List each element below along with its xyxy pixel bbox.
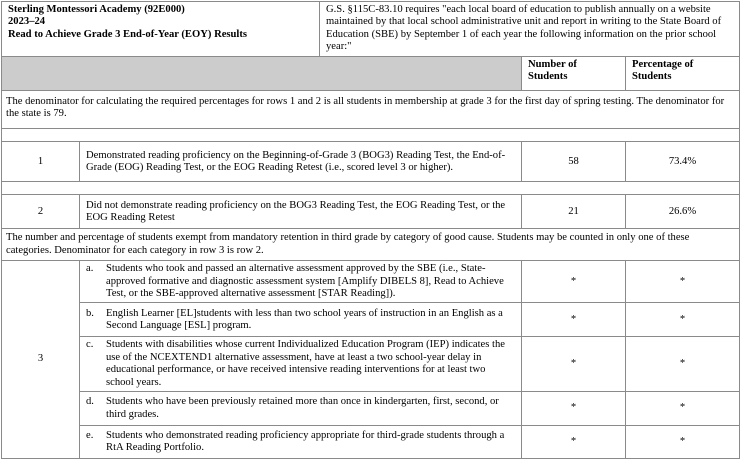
row-description: Demonstrated reading proficiency on the Beginning-of-Grade 3 (BOG3) Reading Test, the End-of-Grade (EOG) Reading Test, or the EOG Reading Retest (i.e., scored level 3 or higher). <box>80 142 522 182</box>
read-to-achieve-results-table <box>1 1 740 459</box>
category-letter: d. <box>86 396 94 408</box>
category-count: * <box>522 392 626 426</box>
row-count: 58 <box>522 142 626 182</box>
category-letter: e. <box>86 429 94 441</box>
row-number: 3 <box>2 261 80 459</box>
statute-cell <box>320 2 740 57</box>
table-row <box>2 142 740 182</box>
category-item <box>80 261 522 303</box>
table-row <box>2 303 740 337</box>
category-item <box>80 426 522 459</box>
category-letter: b. <box>86 307 94 319</box>
denominator-note: The denominator for calculating the required percentages for rows 1 and 2 is all students in membership at grade 3 for the first day of spring testing. The denominator for the state is 79. <box>2 90 740 129</box>
report-header-row <box>2 2 740 57</box>
category-percent: * <box>626 337 740 392</box>
category-count: * <box>522 303 626 337</box>
category-count: * <box>522 426 626 459</box>
percentage-of-students-header: Percentage of Students <box>626 56 740 90</box>
table-row <box>2 392 740 426</box>
category-letter: a. <box>86 263 94 275</box>
category-percent: * <box>626 261 740 303</box>
category-count: * <box>522 261 626 303</box>
table-row <box>2 337 740 392</box>
category-percent: * <box>626 392 740 426</box>
column-header-blank <box>2 56 522 90</box>
category-count: * <box>522 337 626 392</box>
table-row <box>2 426 740 459</box>
category-item <box>80 392 522 426</box>
column-header-row <box>2 56 740 90</box>
table-row <box>2 261 740 303</box>
row-percent: 73.4% <box>626 142 740 182</box>
category-text: Students who demonstrated reading proficiency appropriate for third-grade students through a RtA Reading Portfolio. <box>106 429 505 454</box>
row-description: Did not demonstrate reading proficiency on the BOG3 Reading Test, the EOG Reading Test, or the EOG Reading Retest <box>80 195 522 229</box>
exempt-note: The number and percentage of students exempt from mandatory retention in third grade by category of good cause. Students may be counted in only one of these categories. Denominator for each category in row 3 is row 2. <box>2 229 740 261</box>
category-text: Students who took and passed an alternative assessment approved by the SBE (i.e., State-approved formative and diagnostic assessment system [Amplify DIBELS 8], Read to Achieve Test, or the SBE-approved alternative assessment [STAR Reading]). <box>106 263 504 300</box>
category-percent: * <box>626 303 740 337</box>
number-of-students-header: Number of Students <box>522 56 626 90</box>
table-row <box>2 195 740 229</box>
category-percent: * <box>626 426 740 459</box>
category-text: Students who have been previously retained more than once in kindergarten, first, second, or third grades. <box>106 396 499 420</box>
row-number: 1 <box>2 142 80 182</box>
spacer-row <box>2 129 740 142</box>
denominator-note-row <box>2 90 740 129</box>
exempt-note-row <box>2 229 740 261</box>
row-percent: 26.6% <box>626 195 740 229</box>
category-letter: c. <box>86 339 94 351</box>
school-info-cell <box>2 2 320 57</box>
statute-text: G.S. §115C-83.10 requires "each local board of education to publish annually on a website maintained by that local school administrative unit and report in writing to the State Board of Education (SBE) by September 1 of each year the following information on the prior school year:" <box>326 4 722 53</box>
school-name: Sterling Montessori Academy (92E000) <box>8 4 185 15</box>
spacer-row <box>2 182 740 195</box>
category-text: Students with disabilities whose current Individualized Education Program (IEP) indicates the use of the NCEXTEND1 alternative assessment, have at least a two school-year delay in educational performance, or have received intensive reading interventions for at least two school years. <box>106 339 505 388</box>
category-text: English Learner [EL]students with less than two school years of instruction in an English as a Second Language [ESL] program. <box>106 307 503 331</box>
category-item <box>80 337 522 392</box>
school-year: 2023–24 <box>8 16 46 28</box>
row-count: 21 <box>522 195 626 229</box>
report-title: Read to Achieve Grade 3 End-of-Year (EOY) Results <box>8 28 248 40</box>
row-number: 2 <box>2 195 80 229</box>
category-item <box>80 303 522 337</box>
